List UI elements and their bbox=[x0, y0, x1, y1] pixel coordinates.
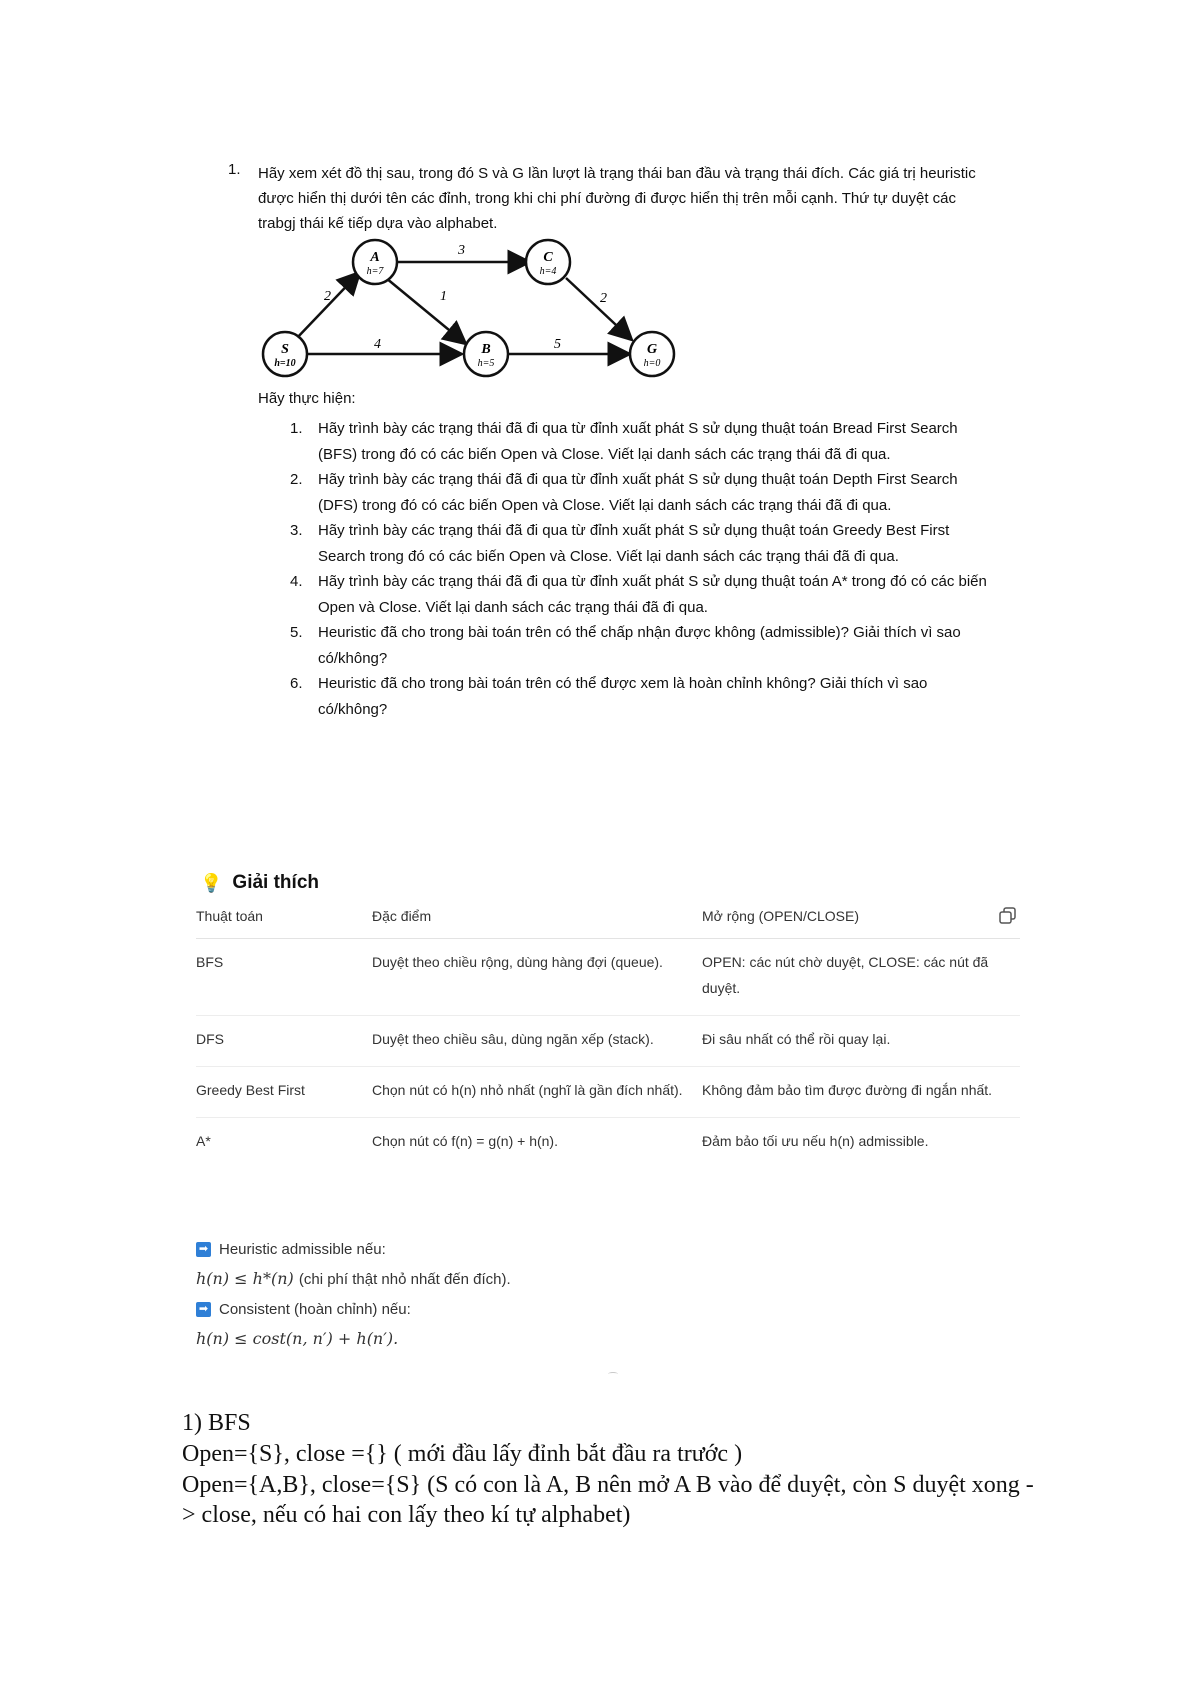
svg-text:h=5: h=5 bbox=[477, 358, 495, 369]
edge-label-s-a: 2 bbox=[324, 289, 331, 304]
svg-text:B: B bbox=[481, 342, 491, 357]
list-item: 4. Hãy trình bày các trạng thái đã đi qua từ đỉnh xuất phát S sử dụng thuật toán A* trong đó có các biến Open và Close. Viết lại danh sách các trạng thái đã đi qua. bbox=[290, 573, 987, 616]
table-row: A* Chọn nút có f(n) = g(n) + h(n). Đảm bảo tối ưu nếu h(n) admissible. bbox=[196, 1133, 929, 1149]
edge-label-c-g: 2 bbox=[600, 291, 607, 306]
lightbulb-icon: 💡 bbox=[200, 872, 223, 893]
admissible-note: ➡ Heuristic admissible nếu: bbox=[196, 1241, 386, 1258]
arrow-right-icon: ➡ bbox=[196, 1242, 211, 1257]
svg-text:S: S bbox=[281, 342, 289, 357]
algorithm-table bbox=[196, 904, 1020, 1168]
list-item: 1. Hãy trình bày các trạng thái đã đi qua từ đỉnh xuất phát S sử dụng thuật toán Bread First Search (BFS) trong đó có các biến Open và Close. Viết lại danh sách các trạng thái đã đi qua. bbox=[290, 420, 958, 463]
svg-text:G: G bbox=[646, 342, 658, 357]
svg-text:C: C bbox=[543, 250, 553, 265]
node-s bbox=[263, 332, 307, 376]
solution-line: Open={S}, close ={} ( mới đầu lấy đỉnh bắt đầu ra trước ) bbox=[182, 1441, 743, 1467]
arrow-right-icon: ➡ bbox=[196, 1302, 211, 1317]
search-graph bbox=[250, 236, 690, 386]
node-b bbox=[464, 332, 508, 376]
node-a bbox=[353, 240, 397, 284]
question-number: 1. bbox=[228, 161, 241, 178]
solution-line: Open={A,B}, close={S} (S có con là A, B nên mở A B vào để duyệt, còn S duyệt xong -> close, nếu có hai con lấy theo kí tự alphabet) bbox=[182, 1472, 1034, 1528]
table-row: DFS Duyệt theo chiều sâu, dùng ngăn xếp (stack). Đi sâu nhất có thể rồi quay lại. bbox=[196, 1016, 1020, 1067]
table-row: Greedy Best First Chọn nút có h(n) nhỏ nhất (nghĩ là gần đích nhất). Không đảm bảo tìm được đường đi ngắn nhất. bbox=[196, 1067, 1020, 1118]
edge-c-g bbox=[566, 278, 632, 340]
header-feature: Đặc điểm bbox=[372, 904, 702, 939]
svg-text:h=7: h=7 bbox=[366, 266, 384, 277]
table-row: BFS Duyệt theo chiều rộng, dùng hàng đợi (queue). OPEN: các nút chờ duyệt, CLOSE: các nút đã duyệt. bbox=[196, 939, 1020, 1016]
consistent-formula: h(n) ≤ cost(n, n′) + h(n′). bbox=[196, 1329, 399, 1348]
edge-label-s-b: 4 bbox=[374, 337, 381, 352]
divider bbox=[608, 1372, 618, 1376]
question-text: Hãy xem xét đồ thị sau, trong đó S và G lần lượt là trạng thái ban đầu và trạng thái đích. Các giá trị heuristic được hiển thị dưới tên các đỉnh, trong khi chi phí đường đi được hiển thị trên mỗi cạnh. Thứ tự duyệt các trabgj thái kế tiếp dựa vào alphabet. bbox=[258, 165, 976, 232]
edge-s-a bbox=[295, 272, 360, 340]
edge-label-a-b: 1 bbox=[440, 289, 447, 304]
explanation-title: 💡 Giải thích bbox=[200, 872, 319, 893]
list-item: 2. Hãy trình bày các trạng thái đã đi qua từ đỉnh xuất phát S sử dụng thuật toán Depth First Search (DFS) trong đó có các biến Open và Close. Viết lại danh sách các trạng thái đã đi qua. bbox=[290, 471, 958, 514]
edge-a-b bbox=[386, 278, 466, 344]
task-list bbox=[290, 416, 990, 722]
consistent-note: ➡ Consistent (hoàn chỉnh) nếu: bbox=[196, 1301, 411, 1318]
solution-heading: 1) BFS bbox=[182, 1410, 251, 1436]
list-item: 6. Heuristic đã cho trong bài toán trên có thể được xem là hoàn chỉnh không? Giải thích vì sao có/không? bbox=[290, 675, 928, 718]
list-item: 5. Heuristic đã cho trong bài toán trên có thể chấp nhận được không (admissible)? Giải thích vì sao có/không? bbox=[290, 624, 961, 667]
svg-text:h=10: h=10 bbox=[274, 358, 296, 369]
list-item: 3. Hãy trình bày các trạng thái đã đi qua từ đỉnh xuất phát S sử dụng thuật toán Greedy Best First Search trong đó có các biến Open và Close. Viết lại danh sách các trạng thái đã đi qua. bbox=[290, 522, 950, 565]
header-algorithm: Thuật toán bbox=[196, 904, 372, 939]
svg-text:h=4: h=4 bbox=[539, 266, 557, 277]
admissible-formula: h(n) ≤ h*(n) (chi phí thật nhỏ nhất đến đích). bbox=[196, 1269, 511, 1288]
edge-label-b-g: 5 bbox=[554, 337, 561, 352]
node-g bbox=[630, 332, 674, 376]
header-expand: Mở rộng (OPEN/CLOSE) bbox=[702, 904, 1020, 939]
edge-label-a-c: 3 bbox=[458, 243, 465, 258]
svg-text:h=0: h=0 bbox=[643, 358, 661, 369]
node-c bbox=[526, 240, 570, 284]
tasks-heading: Hãy thực hiện: bbox=[258, 390, 356, 407]
svg-text:A: A bbox=[370, 250, 380, 265]
